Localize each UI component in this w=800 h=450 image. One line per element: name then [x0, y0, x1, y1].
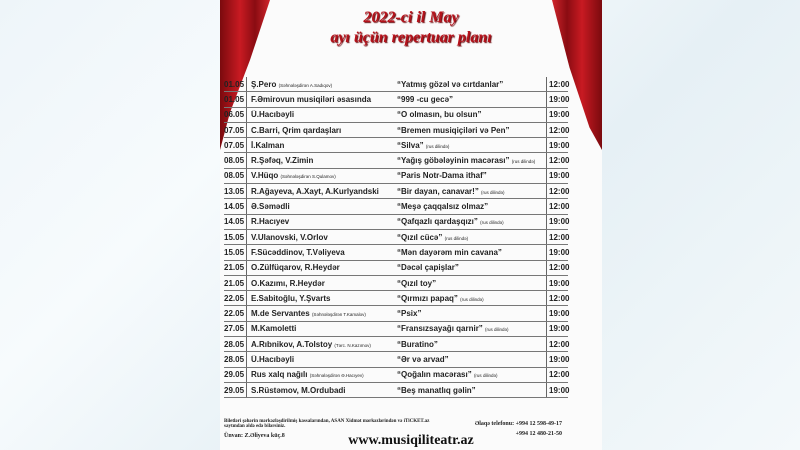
row-date: 01.05: [224, 92, 247, 106]
work-title: “Yatmış gözəl və cırtdanlar”: [397, 79, 504, 89]
table-row: [224, 123, 568, 138]
table-row: [224, 184, 568, 199]
row-time: 12:00: [546, 199, 568, 213]
row-date: 28.05: [224, 337, 247, 351]
author-text: Ə.Səmədli: [251, 202, 290, 212]
repertoire-table: [224, 77, 568, 398]
row-work: [397, 80, 546, 89]
work-title: “Psix”: [397, 309, 422, 319]
table-row: [224, 153, 568, 168]
row-work: [397, 126, 546, 135]
work-note: (rus dilində): [481, 189, 505, 195]
row-date: 07.05: [224, 138, 247, 152]
work-title: “999 -cu gecə”: [397, 94, 454, 104]
row-author: [247, 340, 397, 349]
row-work: [397, 202, 546, 211]
repertoire-poster: [220, 0, 602, 450]
row-work: [397, 263, 546, 272]
row-work: [397, 294, 546, 303]
work-title: “Beş manatlıq gəlin”: [397, 385, 476, 395]
row-work: [397, 248, 546, 257]
table-row: [224, 368, 568, 383]
row-time: 12:00: [546, 291, 568, 305]
author-text: Ü.Hacıbəyli: [251, 354, 295, 364]
poster-title-line2: ayı üçün repertuar planı: [330, 29, 492, 46]
row-work: [397, 340, 546, 349]
row-author: [247, 324, 397, 333]
poster-title-line1: 2022-ci il May: [363, 9, 459, 26]
row-date: 14.05: [224, 215, 247, 229]
row-time: 19:00: [546, 245, 568, 259]
row-time: 12:00: [546, 337, 568, 351]
work-note: (rus dilində): [444, 235, 469, 241]
row-author: [247, 141, 397, 150]
row-date: 08.05: [224, 153, 247, 167]
row-time: 19:00: [546, 92, 568, 106]
row-author: [247, 386, 397, 395]
row-author: [247, 279, 397, 288]
author-text: M.Kamoletti: [251, 324, 297, 334]
work-title: “Mən dayərəm min cavana”: [397, 247, 502, 257]
work-title: “Qafqazlı qardaşqızı”: [397, 217, 478, 227]
author-text: C.Barri, Qrim qardaşları: [251, 125, 342, 135]
work-title: “Ər və arvad”: [397, 354, 449, 364]
table-row: [224, 77, 568, 92]
author-text: Ü.Hacıbəyli: [251, 110, 295, 120]
row-work: [397, 355, 546, 364]
work-title: “Silva”: [397, 140, 424, 150]
table-row: [224, 215, 568, 230]
row-author: [247, 156, 397, 165]
work-note: (rus dilində): [473, 373, 498, 379]
row-work: [397, 217, 546, 226]
author-text: E.Sabitoğlu, Y.Şvarts: [251, 293, 331, 303]
author-text: Rus xalq nağılı: [251, 370, 308, 380]
table-row: [224, 322, 568, 337]
phone-1: Əlaqə telefonu: +994 12 598-49-17: [474, 421, 562, 427]
row-date: 21.05: [224, 276, 247, 290]
author-note: (Səhnələşdirən S.Qulamov): [280, 174, 336, 180]
author-text: İ.Kalman: [251, 140, 285, 150]
table-row: [224, 383, 568, 398]
work-title: “Qızıl cücə”: [397, 232, 443, 242]
author-text: R.Hacıyev: [251, 217, 290, 227]
row-time: 12:00: [546, 230, 568, 244]
row-date: 15.05: [224, 245, 247, 259]
row-time: 19:00: [546, 352, 568, 366]
row-date: 13.05: [224, 184, 247, 198]
table-row: [224, 230, 568, 245]
row-work: [397, 370, 546, 379]
author-text: S.Rüstəmov, M.Ordubadi: [251, 385, 346, 395]
author-text: M.de Servantes: [251, 309, 310, 319]
row-author: [247, 248, 397, 257]
work-title: “O olmasın, bu olsun”: [397, 110, 482, 120]
row-author: [247, 95, 397, 104]
work-title: “Meşə çaqqalsız olmaz”: [397, 202, 489, 212]
row-date: 15.05: [224, 230, 247, 244]
row-author: [247, 233, 397, 242]
work-title: “Paris Notr-Dama ithaf”: [397, 171, 487, 181]
work-title: “Fransızsayağı qarnir”: [397, 324, 483, 334]
table-row: [224, 337, 568, 352]
row-author: [247, 217, 397, 226]
table-row: [224, 291, 568, 306]
row-date: 01.05: [224, 77, 247, 91]
work-title: “Qırmızı papaq”: [397, 293, 458, 303]
author-text: R.Ağayeva, A.Xayt, A.Kurlyandski: [251, 186, 379, 196]
work-title: “Bremen musiqiçiləri və Pen”: [397, 125, 510, 135]
row-work: [397, 386, 546, 395]
table-row: [224, 199, 568, 214]
author-text: R.Şəfəq, V.Zimin: [251, 156, 314, 166]
row-work: [397, 233, 546, 242]
row-author: [247, 294, 397, 303]
author-text: F.Sücəddinov, T.Vəliyeva: [251, 247, 345, 257]
row-time: 19:00: [546, 276, 568, 290]
row-work: [397, 110, 546, 119]
row-time: 12:00: [546, 368, 568, 382]
row-work: [397, 309, 546, 318]
work-note: (rus dilində): [460, 296, 484, 302]
row-time: 19:00: [546, 322, 568, 336]
row-date: 08.05: [224, 169, 247, 183]
row-time: 19:00: [546, 169, 568, 183]
table-row: [224, 108, 568, 123]
tickets-info: Biletləri şəhərin mərkəzləşdirilmiş kassalarından, ASAN Xidmət mərkəzlərindən və iTiCKET.az saytından əldə edə bilərsiniz.: [224, 419, 430, 429]
row-time: 12:00: [546, 123, 568, 137]
author-text: O.Zülfüqarov, R.Heydər: [251, 263, 340, 273]
row-date: 22.05: [224, 306, 247, 320]
work-note: (rus dilində): [485, 327, 509, 333]
row-author: [247, 370, 397, 379]
table-row: [224, 261, 568, 276]
work-note: (rus dilində): [511, 159, 536, 165]
row-author: [247, 171, 397, 180]
work-title: “Buratino”: [397, 339, 438, 349]
row-date: 06.05: [224, 108, 247, 122]
table-row: [224, 138, 568, 153]
row-time: 19:00: [546, 215, 568, 229]
author-note: (Səhnələşdirən Ə.Hacıyev): [309, 373, 364, 379]
row-author: [247, 309, 397, 318]
row-author: [247, 110, 397, 119]
row-date: 14.05: [224, 199, 247, 213]
row-date: 28.05: [224, 352, 247, 366]
work-title: “Qızıl toy”: [397, 278, 437, 288]
row-work: [397, 95, 546, 104]
table-row: [224, 245, 568, 260]
address: Ünvan: Z.Əliyeva küç.8: [224, 433, 285, 439]
row-author: [247, 80, 397, 89]
author-text: Ş.Pero: [251, 79, 277, 89]
row-time: 19:00: [546, 306, 568, 320]
table-row: [224, 92, 568, 107]
row-time: 19:00: [546, 138, 568, 152]
row-work: [397, 141, 546, 150]
website-link[interactable]: www.musiqiliteatr.az: [348, 433, 474, 448]
author-note: (Səhnələşdirən A.Sadıqov): [278, 82, 333, 88]
table-row: [224, 276, 568, 291]
author-text: V.Hüqo: [251, 171, 279, 181]
table-row: [224, 169, 568, 184]
author-note: (Tərc. N.Kazımov): [334, 342, 371, 348]
row-work: [397, 279, 546, 288]
row-author: [247, 202, 397, 211]
work-note: (rus dilində): [480, 220, 504, 226]
row-author: [247, 126, 397, 135]
row-time: 19:00: [546, 383, 568, 397]
work-note: (rus dilində): [425, 143, 450, 149]
row-time: 12:00: [546, 77, 568, 91]
row-work: [397, 324, 546, 333]
row-date: 29.05: [224, 383, 247, 397]
row-author: [247, 263, 397, 272]
row-time: 12:00: [546, 153, 568, 167]
author-text: F.Əmirovun musiqiləri əsasında: [251, 94, 372, 104]
work-title: “Bir dayan, canavar!”: [397, 186, 479, 196]
work-title: “Dəcəl çapişlar”: [397, 263, 459, 273]
row-author: [247, 187, 397, 196]
row-date: 29.05: [224, 368, 247, 382]
author-text: V.Ulanovski, V.Orlov: [251, 232, 328, 242]
phone-2: +994 12 480-21-50: [515, 431, 562, 437]
author-note: (Səhnələşdirən T.Kamalov): [311, 312, 366, 318]
row-work: [397, 171, 546, 180]
row-author: [247, 355, 397, 364]
row-date: 22.05: [224, 291, 247, 305]
row-date: 21.05: [224, 261, 247, 275]
author-text: O.Kazımı, R.Heydər: [251, 278, 325, 288]
author-text: A.Rıbnikov, A.Tolstoy: [251, 339, 333, 349]
row-time: 12:00: [546, 184, 568, 198]
row-time: 12:00: [546, 261, 568, 275]
row-work: [397, 156, 546, 165]
row-time: 19:00: [546, 108, 568, 122]
row-date: 07.05: [224, 123, 247, 137]
row-work: [397, 187, 546, 196]
table-row: [224, 352, 568, 367]
work-title: “Yağış göbələyinin macərası”: [397, 156, 510, 166]
row-date: 27.05: [224, 322, 247, 336]
work-title: “Qoğalın macərası”: [397, 370, 472, 380]
table-row: [224, 306, 568, 321]
